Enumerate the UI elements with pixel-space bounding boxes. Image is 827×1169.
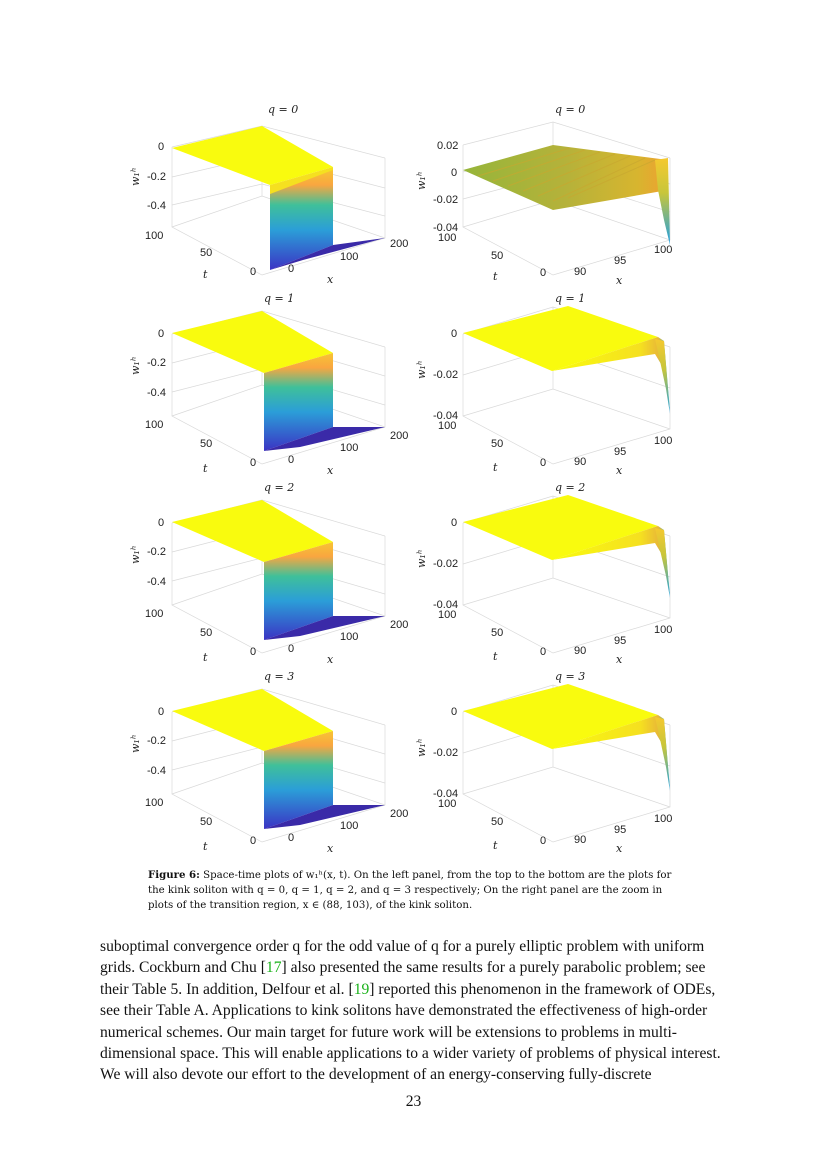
body-text-segment: suboptimal convergence order q for the odd value of q for a purely elliptic problem with uniform grids. Cockburn and Chu [ — [100, 938, 705, 977]
x-tick: 100 — [654, 813, 673, 825]
panel-right-2 — [415, 292, 672, 477]
z-tick: -0.2 — [147, 546, 166, 558]
panel-title: q = 0 — [555, 103, 586, 116]
x-tick: 100 — [340, 820, 359, 832]
z-axis-label: w₁ʰ — [129, 545, 142, 564]
z-tick: -0.4 — [147, 200, 166, 212]
body-text-segment: ] reported this phenomenon in the framework of ODEs, see their Table A. Applications to kink solitons have demonstrated the effectiveness of high-order numerical schemes. Our main target for future work will be extensions to problems in multi-dimensional space. This will enable applications to a wider variety of problems of physical interest. We will also devote our effort to the development of an energy-conserving fully-discrete — [100, 980, 721, 1084]
t-tick: 100 — [145, 230, 164, 242]
z-axis-label: w₁ʰ — [129, 167, 142, 186]
t-tick: 0 — [250, 457, 257, 469]
t-tick: 50 — [491, 250, 504, 262]
x-axis-label: x — [327, 842, 334, 855]
x-tick: 100 — [654, 244, 673, 256]
surface-zoom — [463, 145, 668, 210]
z-tick: 0 — [158, 328, 165, 340]
t-axis-label: t — [203, 651, 208, 664]
surface-zoom — [463, 684, 658, 749]
t-tick: 50 — [200, 438, 213, 450]
z-tick: 0 — [158, 706, 165, 718]
surface-zoom — [463, 306, 658, 371]
citation-link[interactable]: 19 — [353, 980, 370, 998]
x-tick: 95 — [614, 446, 627, 458]
panel-right-1 — [415, 103, 672, 287]
panel-title: q = 3 — [555, 670, 586, 683]
panel-title: q = 0 — [268, 103, 299, 116]
z-tick: -0.4 — [147, 576, 166, 588]
page-number: 23 — [405, 1093, 422, 1110]
t-axis-label: t — [493, 461, 498, 474]
z-tick: -0.2 — [147, 171, 166, 183]
panel-left-3 — [129, 481, 408, 666]
panel-title: q = 1 — [555, 292, 586, 305]
figure-caption — [148, 868, 680, 913]
x-tick: 95 — [614, 635, 627, 647]
t-tick: 100 — [438, 798, 457, 810]
t-tick: 100 — [145, 419, 164, 431]
t-tick: 50 — [491, 627, 504, 639]
t-tick: 100 — [145, 797, 164, 809]
x-tick: 90 — [574, 645, 587, 657]
t-tick: 100 — [438, 420, 457, 432]
t-tick: 0 — [540, 835, 547, 847]
z-tick: -0.02 — [433, 369, 459, 381]
z-tick: -0.04 — [433, 222, 459, 234]
caption-text: Space-time plots of w₁ʰ(x, t). On the left panel, from the top to the bottom are the plots for the kink soliton with q = 0, q = 1, q = 2, and q = 3 respectively; On the right panel are the zoom in plots of the transition region, x ∈ (88, 103), of the kink soliton. — [148, 870, 672, 911]
z-tick: 0 — [158, 141, 165, 153]
z-axis-label: w₁ʰ — [415, 738, 428, 757]
x-tick: 0 — [288, 643, 295, 655]
z-tick: 0 — [451, 517, 458, 529]
surface-edge-drop — [655, 158, 670, 245]
z-axis-label: w₁ʰ — [415, 171, 428, 190]
t-axis-label: t — [203, 462, 208, 475]
t-axis-label: t — [493, 270, 498, 283]
t-tick: 0 — [250, 646, 257, 658]
x-tick: 95 — [614, 255, 627, 267]
panel-title: q = 1 — [264, 292, 295, 305]
panel-left-1 — [129, 103, 408, 286]
x-tick: 100 — [654, 435, 673, 447]
figure-label: Figure 6: — [148, 869, 200, 881]
panel-left-4 — [129, 670, 408, 855]
x-tick: 200 — [390, 808, 409, 820]
x-axis-label: x — [327, 464, 334, 477]
t-axis-label: t — [493, 839, 498, 852]
x-tick: 100 — [340, 631, 359, 643]
z-tick: -0.2 — [147, 357, 166, 369]
x-tick: 0 — [288, 454, 295, 466]
z-axis-label: w₁ʰ — [129, 734, 142, 753]
t-tick: 0 — [540, 646, 547, 658]
t-tick: 0 — [250, 835, 257, 847]
t-tick: 50 — [491, 438, 504, 450]
x-tick: 90 — [574, 834, 587, 846]
t-tick: 0 — [250, 266, 257, 278]
z-tick: 0.02 — [437, 140, 459, 152]
z-tick: 0 — [451, 706, 458, 718]
panel-right-4 — [415, 670, 672, 855]
x-axis-label: x — [616, 274, 623, 287]
z-tick: -0.04 — [433, 788, 459, 800]
z-tick: 0 — [451, 167, 458, 179]
t-tick: 0 — [540, 267, 547, 279]
panel-left-2 — [129, 292, 408, 477]
t-tick: 50 — [200, 816, 213, 828]
body-paragraph — [100, 936, 728, 1086]
panel-title: q = 2 — [555, 481, 586, 494]
x-tick: 100 — [654, 624, 673, 636]
x-tick: 200 — [390, 430, 409, 442]
panel-title: q = 3 — [264, 670, 295, 683]
panel-right-3 — [415, 481, 672, 666]
t-tick: 100 — [438, 609, 457, 621]
x-tick: 0 — [288, 832, 295, 844]
x-tick: 200 — [390, 619, 409, 631]
x-axis-label: x — [616, 842, 623, 855]
t-tick: 0 — [540, 457, 547, 469]
z-tick: -0.02 — [433, 558, 459, 570]
z-axis-label: w₁ʰ — [129, 356, 142, 375]
x-tick: 90 — [574, 456, 587, 468]
x-tick: 100 — [340, 251, 359, 263]
citation-link[interactable]: 17 — [265, 959, 282, 977]
z-axis-label: w₁ʰ — [415, 360, 428, 379]
x-tick: 90 — [574, 266, 587, 278]
x-tick: 100 — [340, 442, 359, 454]
t-tick: 50 — [200, 247, 213, 259]
x-tick: 200 — [390, 238, 409, 250]
t-tick: 100 — [438, 232, 457, 244]
t-tick: 50 — [200, 627, 213, 639]
z-tick: -0.4 — [147, 765, 166, 777]
t-axis-label: t — [493, 650, 498, 663]
x-tick: 95 — [614, 824, 627, 836]
z-tick: 0 — [451, 328, 458, 340]
z-tick: -0.02 — [433, 194, 459, 206]
panel-title: q = 2 — [264, 481, 295, 494]
x-axis-label: x — [616, 464, 623, 477]
z-tick: -0.04 — [433, 599, 459, 611]
z-tick: -0.4 — [147, 387, 166, 399]
z-tick: -0.2 — [147, 735, 166, 747]
t-axis-label: t — [203, 840, 208, 853]
t-tick: 50 — [491, 816, 504, 828]
z-tick: -0.02 — [433, 747, 459, 759]
z-tick: 0 — [158, 517, 165, 529]
x-axis-label: x — [327, 653, 334, 666]
x-axis-label: x — [616, 653, 623, 666]
t-axis-label: t — [203, 268, 208, 281]
surface-zoom — [463, 495, 658, 560]
x-axis-label: x — [327, 273, 334, 286]
z-tick: -0.04 — [433, 410, 459, 422]
x-tick: 0 — [288, 263, 295, 275]
body-text-segment: ] also presented the same results for a purely parabolic problem; see their Table 5. In addition, Delfour et al. [ — [100, 959, 706, 998]
z-axis-label: w₁ʰ — [415, 549, 428, 568]
t-tick: 100 — [145, 608, 164, 620]
